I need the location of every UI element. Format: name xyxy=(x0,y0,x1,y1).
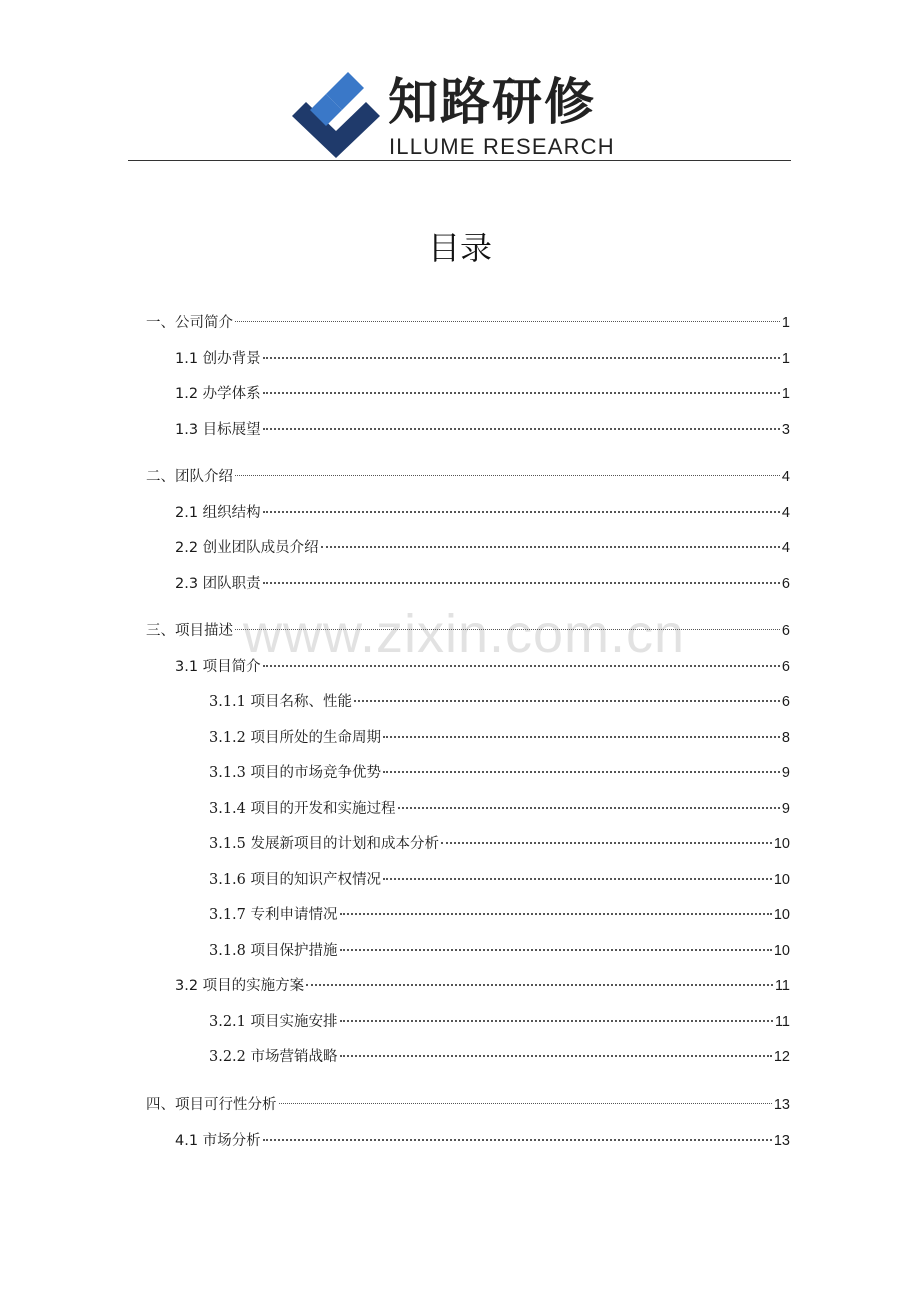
toc-leader xyxy=(398,806,780,809)
toc-entry-label: 1.3 目标展望 xyxy=(175,422,261,438)
toc-page-number: 11 xyxy=(774,978,790,994)
toc-leader xyxy=(340,912,772,915)
toc-page-number: 6 xyxy=(781,694,790,710)
toc-entry[interactable] xyxy=(209,762,790,784)
toc-entry-label: 四、项目可行性分析 xyxy=(146,1097,277,1113)
toc-entry-label: 3.1.4 项目的开发和实施过程 xyxy=(209,801,396,817)
toc-entry[interactable] xyxy=(146,1094,790,1116)
toc-entry[interactable] xyxy=(175,502,790,524)
toc-entry-label: 1.1 创办背景 xyxy=(175,351,261,367)
page-title: 目录 xyxy=(427,229,492,267)
toc-page-number: 9 xyxy=(781,765,790,781)
toc-leader xyxy=(321,545,780,548)
toc-entry[interactable] xyxy=(175,383,790,405)
toc-leader xyxy=(383,770,780,773)
toc-leader xyxy=(340,948,772,951)
toc-entry-label: 3.2.1 项目实施安排 xyxy=(209,1014,338,1030)
toc-page-number: 13 xyxy=(773,1133,790,1149)
toc-page-number: 4 xyxy=(781,469,790,485)
toc-page-number: 6 xyxy=(781,623,790,639)
toc-page-number: 1 xyxy=(781,315,790,331)
toc-leader xyxy=(263,427,780,430)
toc-entry[interactable] xyxy=(175,1130,790,1152)
toc-entry-label: 1.2 办学体系 xyxy=(175,386,261,402)
toc-leader xyxy=(279,1102,772,1104)
toc-leader xyxy=(235,474,780,476)
toc-page-number: 8 xyxy=(781,730,790,746)
toc-leader xyxy=(263,1138,772,1141)
toc-leader xyxy=(383,877,772,880)
toc-leader xyxy=(383,735,780,738)
toc-page-number: 4 xyxy=(781,540,790,556)
toc-leader xyxy=(235,628,780,630)
toc-page-number: 10 xyxy=(773,872,790,888)
toc-entry[interactable] xyxy=(175,975,790,997)
toc-entry-label: 3.1.1 项目名称、性能 xyxy=(209,694,353,710)
toc-page-number: 11 xyxy=(774,1014,790,1030)
toc-entry[interactable] xyxy=(146,312,790,334)
toc-page-number: 1 xyxy=(781,351,790,367)
toc-entry[interactable] xyxy=(175,537,790,559)
toc-page-number: 12 xyxy=(773,1049,790,1065)
toc-entry-label: 3.2.2 市场营销战略 xyxy=(209,1049,338,1065)
toc-entry[interactable] xyxy=(146,620,790,642)
toc-page-number: 10 xyxy=(773,907,790,923)
toc-entry[interactable] xyxy=(209,904,790,926)
toc-page-number: 1 xyxy=(781,386,790,402)
toc-entry-label: 3.1 项目简介 xyxy=(175,659,261,675)
page-header xyxy=(0,0,920,170)
toc-entry-label: 2.3 团队职责 xyxy=(175,576,261,592)
toc-entry[interactable] xyxy=(175,656,790,678)
toc-leader xyxy=(306,983,773,986)
watermark: www.zixin.com.cn xyxy=(242,604,686,664)
toc-entry[interactable] xyxy=(209,798,790,820)
toc-page-number: 6 xyxy=(781,659,790,675)
toc-leader xyxy=(441,841,772,844)
toc-page-number: 10 xyxy=(773,943,790,959)
header-divider xyxy=(128,160,791,161)
toc-page-number: 4 xyxy=(781,505,790,521)
brand-name-en: ILLUME RESEARCH xyxy=(389,134,615,159)
toc-entry-label: 一、公司简介 xyxy=(146,315,233,331)
toc-leader xyxy=(340,1019,773,1022)
toc-entry[interactable] xyxy=(146,466,790,488)
toc-entry-label: 3.2 项目的实施方案 xyxy=(175,978,305,994)
toc-entry[interactable] xyxy=(209,869,790,891)
toc-entry-label: 3.1.6 项目的知识产权情况 xyxy=(209,872,382,888)
toc-entry-label: 三、项目描述 xyxy=(146,623,233,639)
toc-entry[interactable] xyxy=(209,833,790,855)
toc-leader xyxy=(263,581,780,584)
toc-page-number: 6 xyxy=(781,576,790,592)
toc-leader xyxy=(263,510,780,513)
toc-leader xyxy=(263,391,780,394)
toc-page-number: 10 xyxy=(773,836,790,852)
toc-entry-label: 3.1.7 专利申请情况 xyxy=(209,907,338,923)
toc-page-number: 9 xyxy=(781,801,790,817)
brand-logo-icon xyxy=(290,64,382,158)
toc-entry[interactable] xyxy=(209,1011,790,1033)
toc-entry[interactable] xyxy=(209,691,790,713)
toc-entry[interactable] xyxy=(175,419,790,441)
toc-entry-label: 4.1 市场分析 xyxy=(175,1133,261,1149)
toc-page-number: 13 xyxy=(773,1097,790,1113)
toc-entry[interactable] xyxy=(175,348,790,370)
toc-leader xyxy=(354,699,780,702)
toc-entry-label: 2.1 组织结构 xyxy=(175,505,261,521)
toc-entry-label: 3.1.5 发展新项目的计划和成本分析 xyxy=(209,836,440,852)
toc-leader xyxy=(263,664,780,667)
toc-leader xyxy=(235,320,780,322)
toc-page-number: 3 xyxy=(781,422,790,438)
toc-entry[interactable] xyxy=(209,940,790,962)
brand-name-cn: 知路研修 xyxy=(388,73,596,131)
toc-entry-label: 3.1.3 项目的市场竞争优势 xyxy=(209,765,382,781)
toc-leader xyxy=(263,356,780,359)
toc-entry[interactable] xyxy=(209,1046,790,1068)
toc-entry-label: 3.1.8 项目保护措施 xyxy=(209,943,338,959)
toc-entry-label: 2.2 创业团队成员介绍 xyxy=(175,540,319,556)
toc-entry[interactable] xyxy=(175,573,790,595)
toc-leader xyxy=(340,1054,772,1057)
toc-entry-label: 二、团队介绍 xyxy=(146,469,233,485)
toc-entry[interactable] xyxy=(209,727,790,749)
toc-entry-label: 3.1.2 项目所处的生命周期 xyxy=(209,730,382,746)
